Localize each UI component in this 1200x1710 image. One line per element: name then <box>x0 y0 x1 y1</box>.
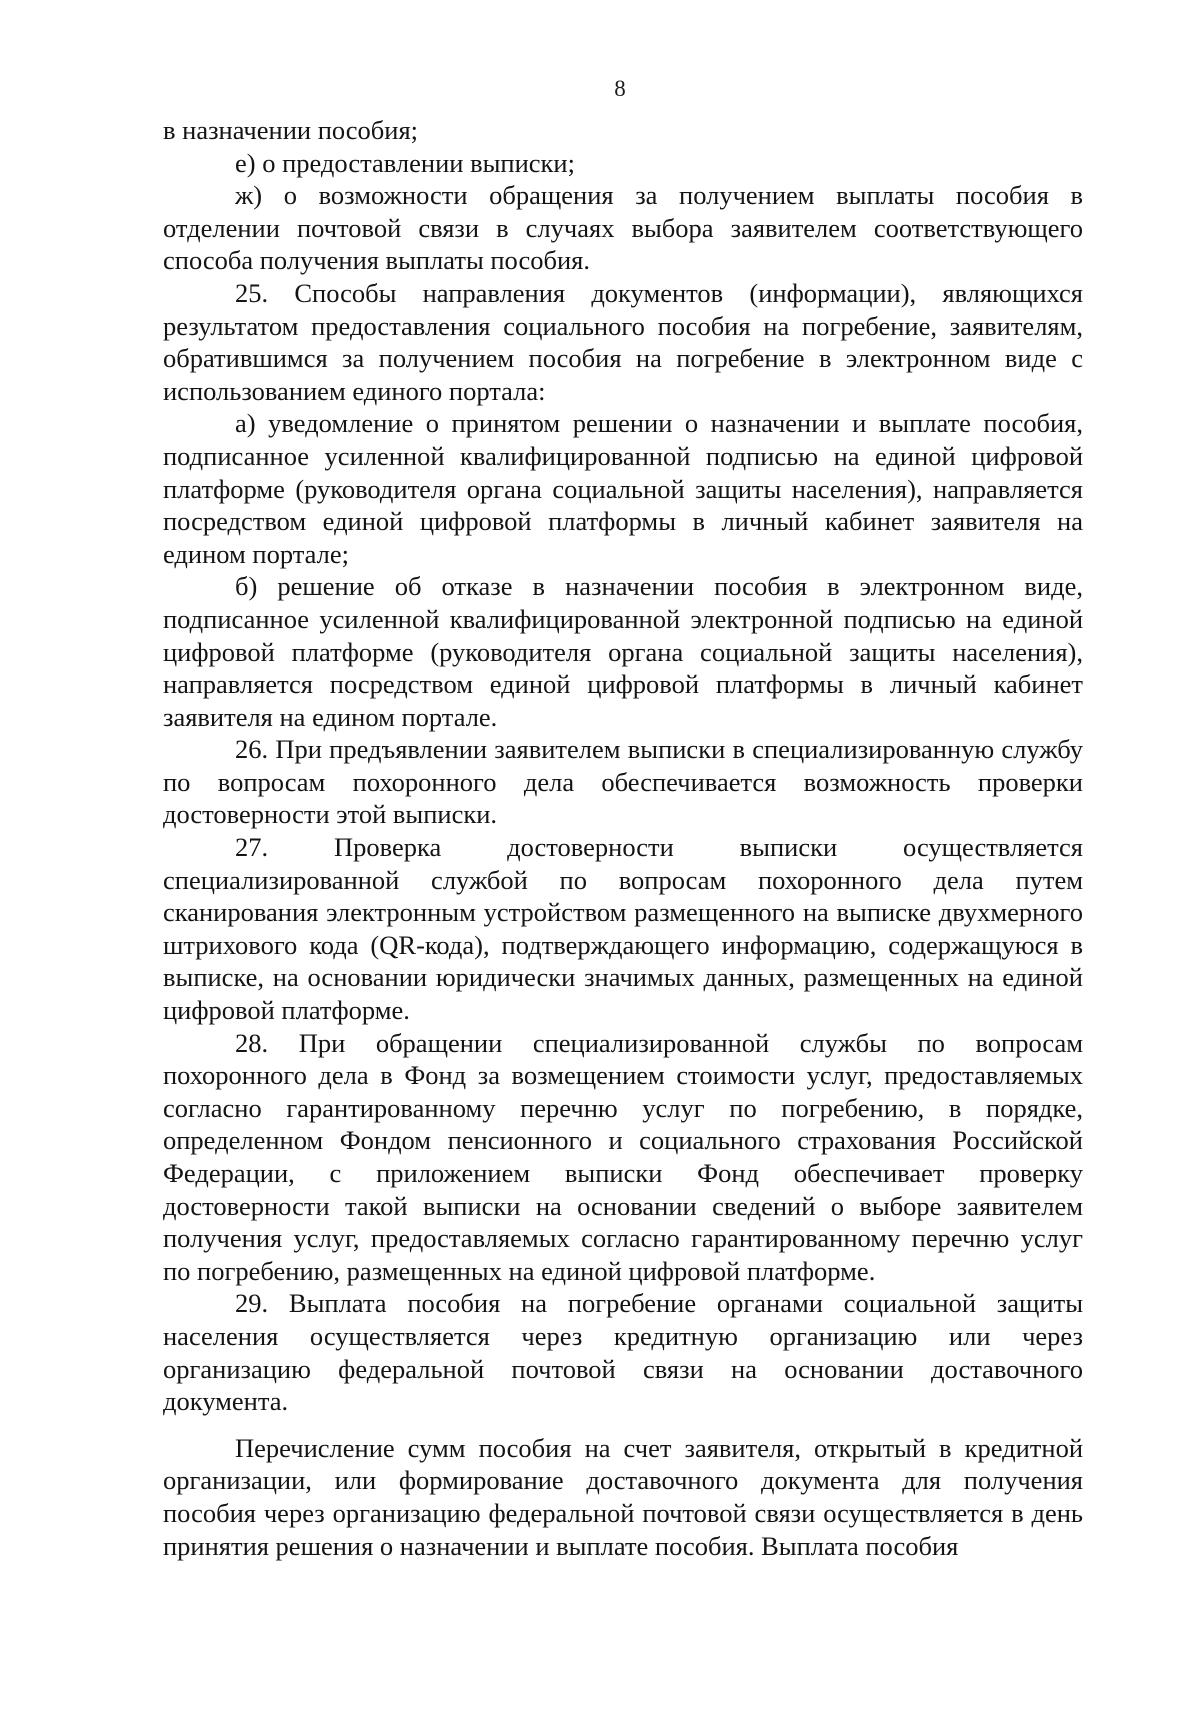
paragraph-item-e: е) о предоставлении выписки; <box>235 147 575 178</box>
paragraph-item-zh: ж) о возможности обращения за получением выплаты пособия в отделении почтовой связи в случаях выбора заявителем соответствующего способа получения выплаты пособия. <box>163 180 1083 276</box>
paragraph-28: 28. При обращении специализированной службы по вопросам похоронного дела в Фонд за возмещением стоимости услуг, предоставляемых согласно гарантированному перечню услуг по погребению, в порядке, определенном Фондом пенсионного и социального страхования Российской Федерации, с приложением выписки Фонд обеспечивает проверку достоверности такой выписки на основании сведений о выборе заявителем получения услуг, предоставляемых согласно гарантированному перечню услуг по погребению, размещенных на единой цифровой платформе. <box>163 1027 1083 1286</box>
paragraph-intro-continuation: в назначении пособия; <box>163 115 419 145</box>
paragraph-27: 27. Проверка достоверности выписки осуществляется специализированной службой по вопросам похоронного дела путем сканирования электронным устройством размещенного на выписке двухмерного штрихового кода (QR-кода), подтверждающего информацию, содержащуюся в выписке, на основании юридически значимых данных, размещенных на единой цифровой платформе. <box>163 832 1083 1026</box>
paragraph-25: 25. Способы направления документов (информации), являющихся результатом предоставления социального пособия на погребение, заявителям, обратившимся за получением пособия на погребение в электронном виде с использованием единого портала: <box>163 277 1083 406</box>
paragraph-25-a: а) уведомление о принятом решении о назначении и выплате пособия, подписанное усиленной квалифицированной подписью на единой цифровой платформе (руководителя органа социальной защиты населения), направляется посредством единой цифровой платформы в личный кабинет заявителя на едином портале; <box>163 408 1083 569</box>
paragraph-26: 26. При предъявлении заявителем выписки в специализированную службу по вопросам похоронного дела обеспечивается возможность проверки достоверности этой выписки. <box>163 734 1083 830</box>
page-number: 8 <box>614 76 626 101</box>
paragraph-29: 29. Выплата пособия на погребение органами социальной защиты населения осуществляется через кредитную организацию или через организацию федеральной почтовой связи на основании доставочного документа. <box>163 1288 1083 1417</box>
paragraph-29-transfer: Перечисление сумм пособия на счет заявителя, открытый в кредитной организации, или формирование доставочного документа для получения пособия через организацию федеральной почтовой связи осуществляется в день принятия решения о назначении и выплате пособия. Выплата пособия <box>163 1432 1083 1561</box>
paragraph-25-b: б) решение об отказе в назначении пособия в электронном виде, подписанное усиленной квалифицированной электронной подписью на единой цифровой платформе (руководителя органа социальной защиты населения), направляется посредством единой цифровой платформы в личный кабинет заявителя на едином портале. <box>163 571 1083 732</box>
document-body <box>163 114 1083 1562</box>
